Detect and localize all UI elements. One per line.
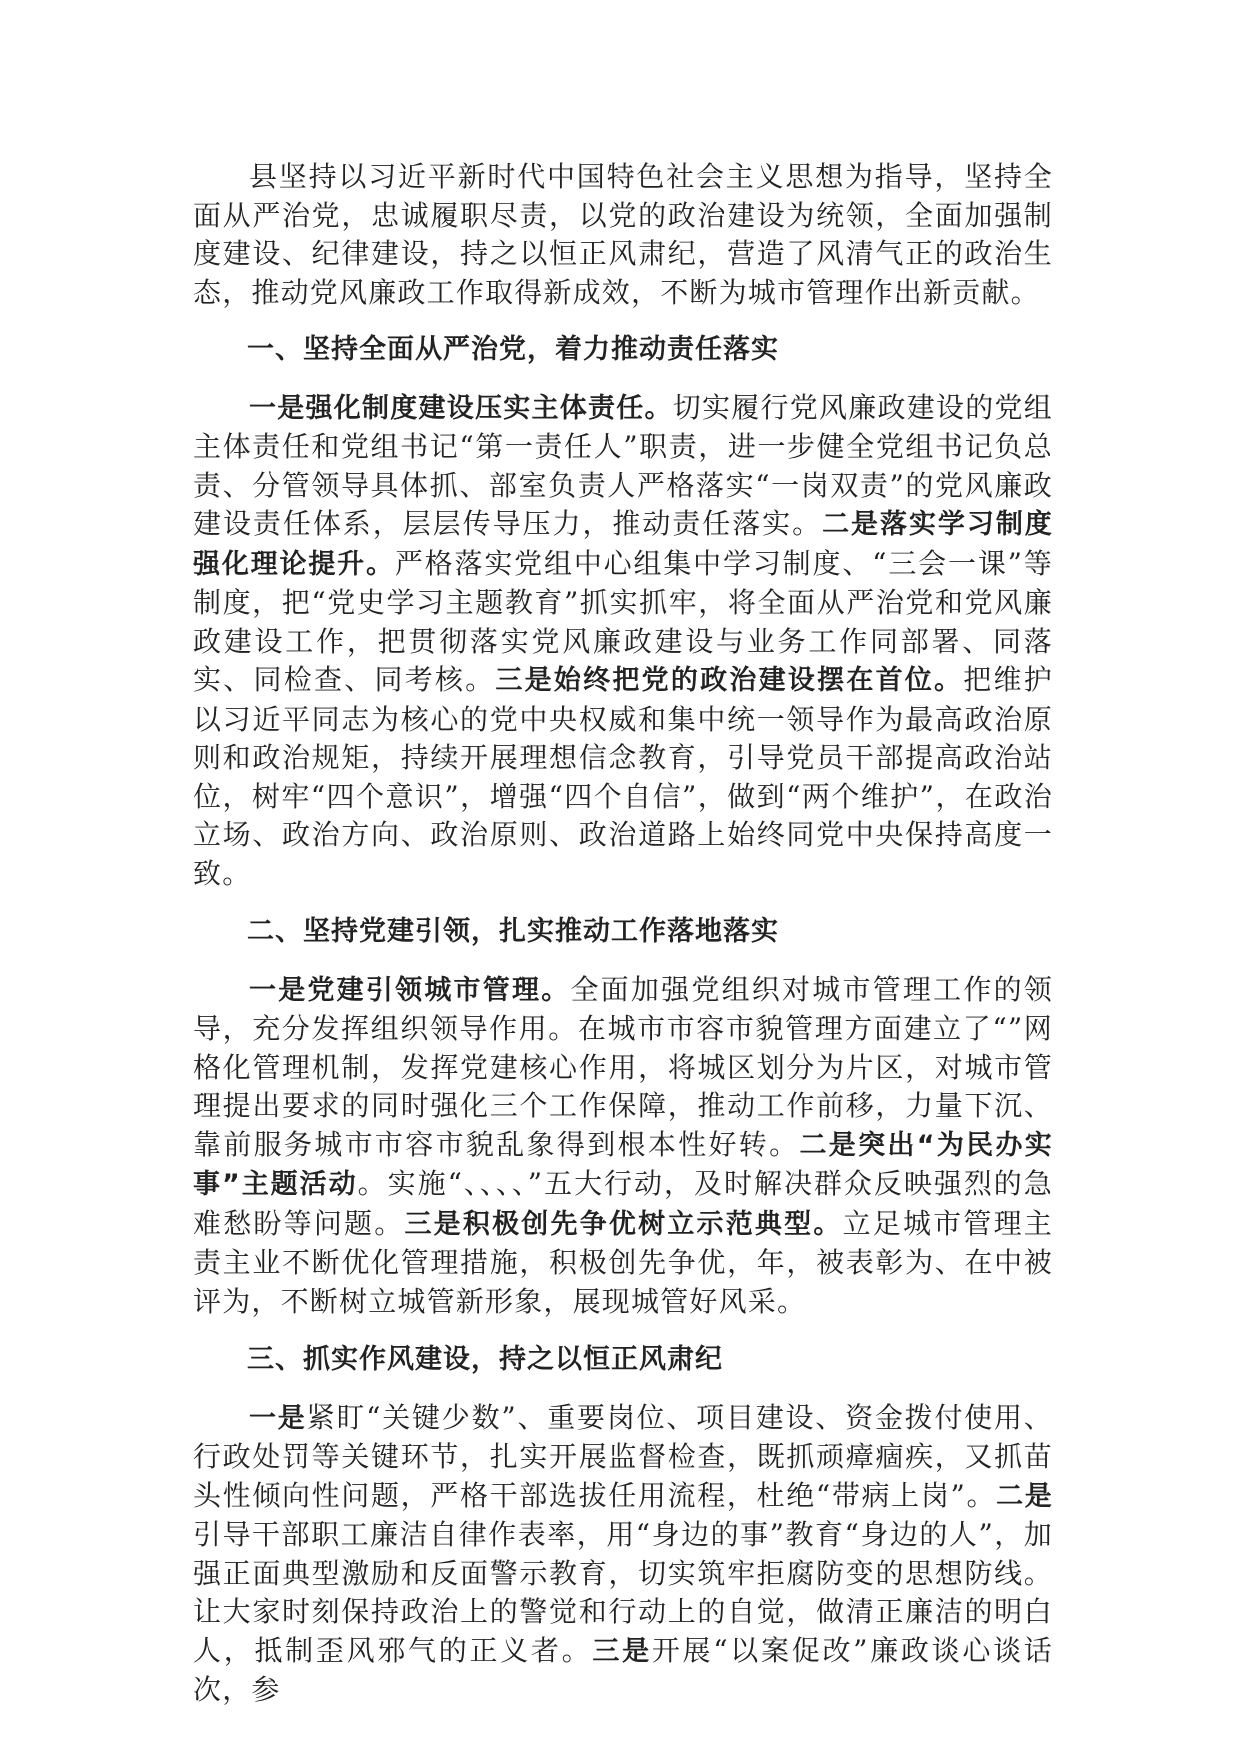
section-3-point-3-text: 开展“以案促改”廉政谈心谈话次，参 xyxy=(193,1633,1053,1706)
section-1-paragraph xyxy=(193,389,1053,894)
section-1-point-3-title: 三是始终把党的政治建设摆在首位。 xyxy=(495,665,964,696)
section-2-point-1-text: 全面加强党组织对城市管理工作的领导，充分发挥组织领导作用。在城市市容市貌管理方面建立了“”网格化管理机制，发挥党建核心作用，将城区划分为片区，对城市管理提出要求的同时强化三个工作保障，推动工作前移，力量下沉、靠前服务城市市容市貌乱象得到根本性好转。 xyxy=(193,972,1053,1161)
section-3-point-1-title: 一是 xyxy=(249,1402,307,1434)
section-2-point-3-text: 立足城市管理主责主业不断优化管理措施，积极创先争优，年，被表彰为、在中被评为，不断树立城管新形象，展现城管好风采。 xyxy=(193,1206,1054,1318)
section-2-point-2-title: 二是突出“为民办实事”主题活动 xyxy=(193,1129,1053,1200)
section-3-point-3-title: 三是 xyxy=(592,1635,652,1667)
section-3-point-2-title: 二是 xyxy=(996,1480,1054,1512)
section-1-heading: 一、坚持全面从严治党，着力推动责任落实 xyxy=(247,334,779,365)
section-1-point-2-title: 二是落实学习制度强化理论提升。 xyxy=(193,509,1053,580)
section-2-point-2-text: 。实施“、、、、”五大行动，及时解决群众反映强烈的急难愁盼等问题。 xyxy=(193,1167,1053,1240)
section-1-point-2-text: 严格落实党组中心组集中学习制度、“三会一课”等制度，把“党史学习主题教育”抓实抓牢，将全面从严治党和党风廉政建设工作，把贯彻落实党风廉政建设与业务工作同部署、同落实、同检查、同考核。 xyxy=(193,546,1054,696)
section-2-point-3-title: 三是积极创先争优树立示范典型。 xyxy=(404,1208,843,1240)
section-3-paragraph xyxy=(193,1399,1053,1710)
document-page xyxy=(193,158,1053,1710)
section-2-heading: 二、坚持党建引领，扎实推动工作落地落实 xyxy=(247,916,779,947)
section-2-point-1-title: 一是党建引领城市管理。 xyxy=(249,974,571,1006)
section-3-point-1-text: 紧盯“关键少数”、重要岗位、项目建设、资金拨付使用、行政处罚等关键环节，扎实开展监督检查，既抓顽瘴痼疾，又抓苗头性倾向性问题，严格干部选拔任用流程，杜绝“带病上岗”。 xyxy=(193,1400,1053,1512)
section-1-point-1-title: 一是强化制度建设压实主体责任。 xyxy=(249,392,673,424)
section-1-point-3-text: 把维护以习近平同志为核心的党中央权威和集中统一领导作为最高政治原则和政治规矩，持续开展理想信念教育，引导党员干部提高政治站位，树牢“四个意识”，增强“四个自信”，做到“两个维护”，在政治立场、政治方向、政治原则、政治道路上始终同党中央保持高度一致。 xyxy=(193,663,1053,890)
section-3-point-2-text: 引导干部职工廉洁自律作表率，用“身边的事”教育“身边的人”，加强正面典型激励和反面警示教育，切实筑牢拒腐防变的思想防线。让大家时刻保持政治上的警觉和行动上的自觉，做清正廉洁的明白人，抵制歪风邪气的正义者。 xyxy=(193,1518,1053,1667)
section-3-heading: 三、抓实作风建设，持之以恒正风肃纪 xyxy=(247,1344,723,1375)
intro-paragraph: 县坚持以习近平新时代中国特色社会主义思想为指导，坚持全面从严治党，忠诚履职尽责，以党的政治建设为统领，全面加强制度建设、纪律建设，持之以恒正风肃纪，营造了风清气正的政治生态，推动党风廉政工作取得新成效，不断为城市管理作出新贡献。 xyxy=(193,160,1053,309)
section-1-point-1-text: 切实履行党风廉政建设的党组主体责任和党组书记“第一责任人”职责，进一步健全党组书记负总责、分管领导具体抓、部室负责人严格落实“一岗双责”的党风廉政建设责任体系，层层传导压力，推动责任落实。 xyxy=(193,390,1054,540)
section-2-paragraph xyxy=(193,971,1053,1322)
